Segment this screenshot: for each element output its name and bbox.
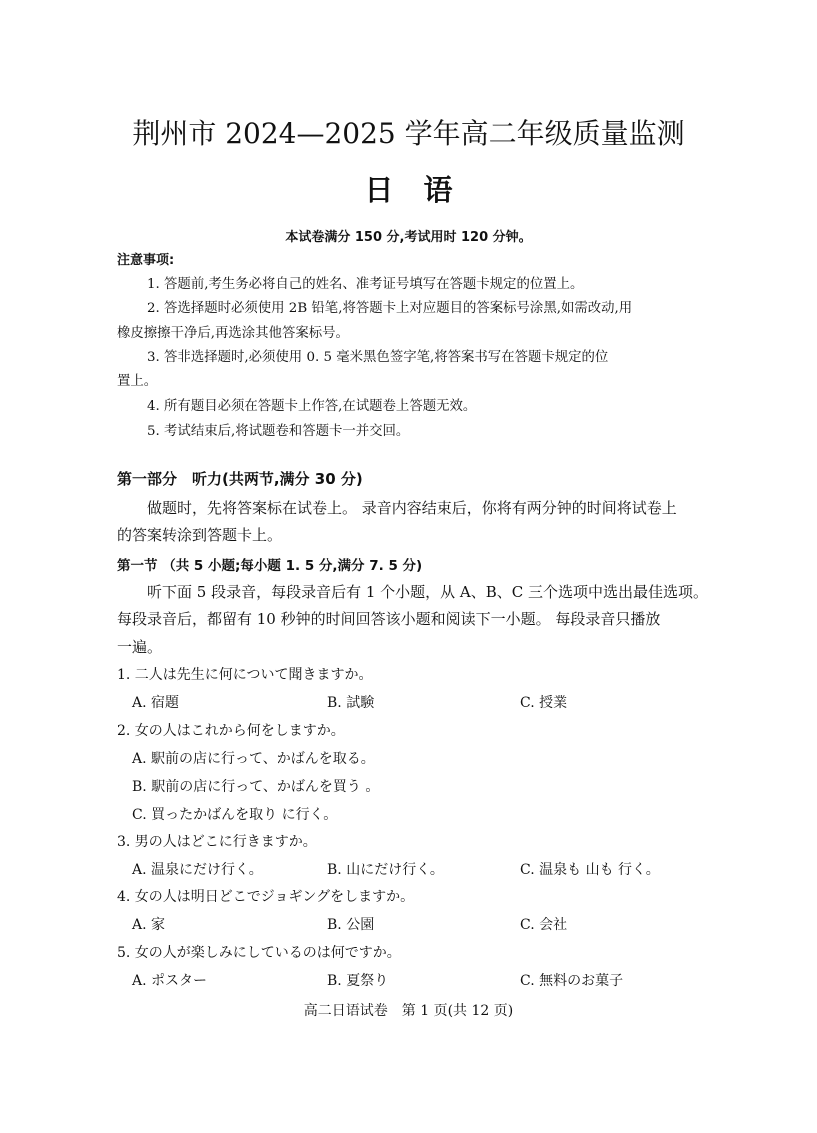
option-c: C. 温泉も 山も 行く。 (520, 862, 660, 878)
part-heading: 第一部分 听力(共两节,满分 30 分) (117, 470, 363, 488)
note-item-3: 3. 答非选择题时,必须使用 0. 5 毫米黑色签字笔,将答案书写在答题卡规定的位 (147, 350, 609, 365)
note-item-5: 5. 考试结束后,将试题卷和答题卡一并交回。 (147, 424, 410, 439)
option-b: B. 夏祭り (327, 973, 389, 989)
note-item-4: 4. 所有题目必须在答题卡上作答,在试题卷上答题无效。 (147, 399, 477, 414)
section-heading: 第一节 （共 5 小题;每小题 1. 5 分,满分 7. 5 分) (117, 558, 423, 574)
option-c: C. 買ったかばんを取り に行く。 (132, 807, 338, 823)
note-item-1: 1. 答题前,考生务必将自己的姓名、准考证号填写在答题卡规定的位置上。 (147, 277, 584, 292)
exam-title: 荆州市 2024—2025 学年高二年级质量监测 (132, 117, 685, 150)
note-item-2: 2. 答选择题时必须使用 2B 铅笔,将答题卡上对应题目的答案标号涂黑,如需改动,用 (147, 301, 633, 316)
option-b: B. 山にだけ行く。 (327, 862, 444, 878)
option-a: A. 温泉にだけ行く。 (132, 862, 263, 878)
part-intro-cont: 的答案转涂到答题卡上。 (117, 526, 283, 544)
note-item-2-cont: 橡皮擦擦干净后,再选涂其他答案标号。 (117, 326, 349, 341)
option-a: A. ポスター (132, 973, 208, 989)
option-a: A. 宿題 (132, 695, 180, 711)
option-c: C. 会社 (520, 917, 568, 933)
question-stem: 1. 二人は先生に何について聞きますか。 (117, 667, 373, 683)
section-instructions: 听下面 5 段录音，每段录音后有 1 个小题，从 A、B、C 三个选项中选出最佳选项。 (147, 583, 709, 601)
section-instructions-end: 一遍。 (117, 638, 163, 656)
option-c: C. 授業 (520, 695, 568, 711)
option-a: A. 駅前の店に行って、かばんを取る。 (132, 751, 375, 767)
option-b: B. 公園 (327, 917, 375, 933)
question-stem: 5. 女の人が楽しみにしているのは何ですか。 (117, 945, 401, 961)
option-a: A. 家 (132, 917, 166, 933)
option-b: B. 駅前の店に行って、かばんを買う 。 (132, 779, 380, 795)
option-c: C. 無料のお菓子 (520, 973, 624, 989)
question-stem: 4. 女の人は明日どこでジョギングをしますか。 (117, 889, 415, 905)
option-b: B. 試験 (327, 695, 375, 711)
page-footer: 高二日语试卷 第 1 页(共 12 页) (303, 1003, 514, 1019)
exam-meta: 本试卷满分 150 分,考试用时 120 分钟。 (285, 230, 532, 245)
notes-heading: 注意事项: (117, 253, 175, 268)
question-stem: 3. 男の人はどこに行きますか。 (117, 834, 317, 850)
subject-title: 日语 (364, 173, 483, 207)
note-item-3-cont: 置上。 (117, 374, 158, 389)
question-stem: 2. 女の人はこれから何をしますか。 (117, 723, 345, 739)
section-instructions-cont: 每段录音后，都留有 10 秒钟的时间回答该小题和阅读下一小题。 每段录音只播放 (117, 610, 661, 628)
part-intro: 做题时，先将答案标在试卷上。 录音内容结束后，你将有两分钟的时间将试卷上 (147, 499, 677, 517)
